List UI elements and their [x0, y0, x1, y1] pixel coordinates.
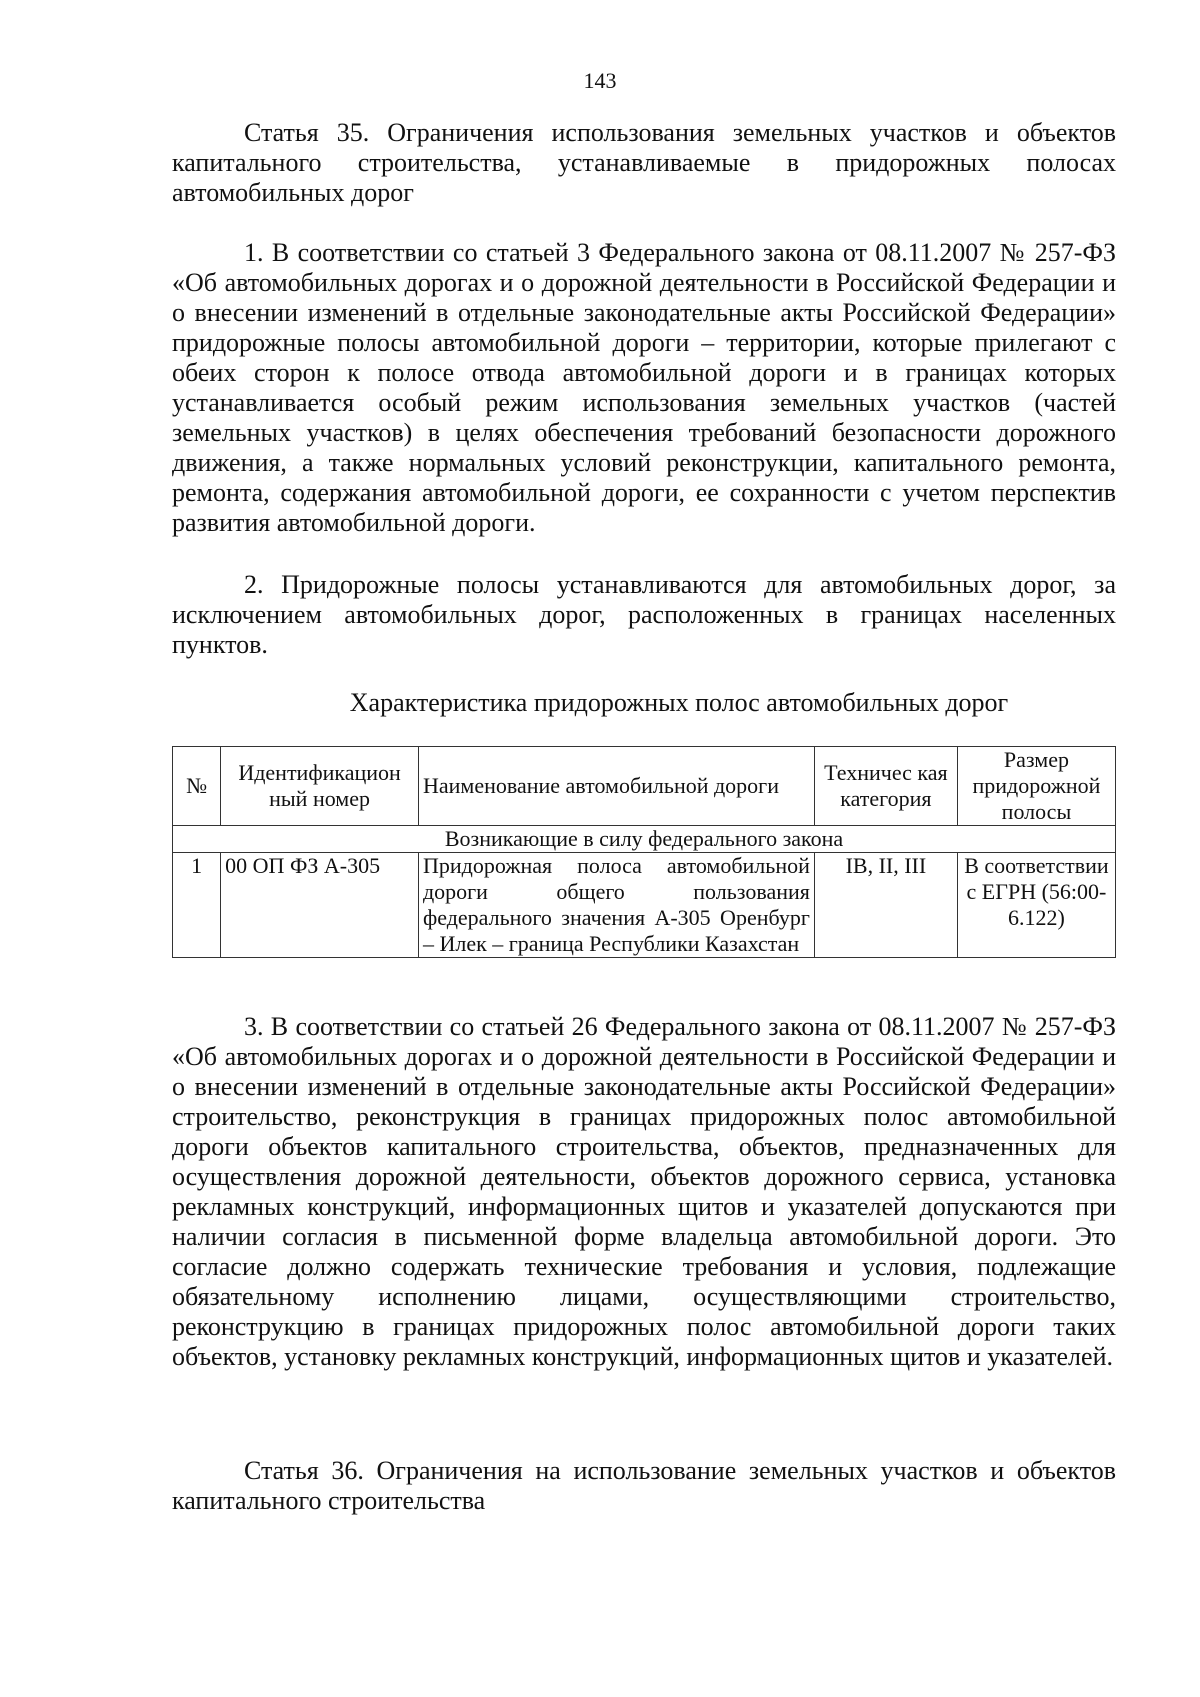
- article-35-heading: Статья 35. Ограничения использования земельных участков и объектов капитального строительства, устанавливаемые в придорожных полосах автомобильных дорог: [172, 118, 1116, 207]
- table-caption: Характеристика придорожных полос автомобильных дорог: [349, 688, 1009, 717]
- table-row: [173, 853, 1116, 958]
- header-strip-size: Размер придорожной полосы: [957, 747, 1115, 826]
- cell-category: IB, II, III: [814, 853, 957, 958]
- article-35-paragraph-1: 1. В соответствии со статьей 3 Федерального закона от 08.11.2007 № 257-ФЗ «Об автомобильных дорогах и о дорожной деятельности в Российской Федерации и о внесении изменений в отдельные законодательные акты Российской Федерации» придорожные полосы автомобильной дороги – территории, которые прилегают с обеих сторон к полосе отвода автомобильной дороги и в границах которых устанавливается особый режим использования земельных участков (частей земельных участков) в целях обеспечения требований безопасности дорожного движения, а также нормальных условий реконструкции, капитального ремонта, ремонта, содержания автомобильной дороги, ее сохранности с учетом перспектив развития автомобильной дороги.: [172, 238, 1116, 537]
- cell-road-name: Придорожная полоса автомобильной дороги общего пользования федерального значения А-305 Оренбург – Илек – граница Республики Казахстан: [418, 853, 814, 958]
- cell-number: 1: [173, 853, 221, 958]
- table-section-row: [173, 826, 1116, 853]
- header-number: №: [173, 747, 221, 826]
- cell-identifier: 00 ОП ФЗ А-305: [221, 853, 419, 958]
- article-35-paragraph-3: 3. В соответствии со статьей 26 Федерального закона от 08.11.2007 № 257-ФЗ «Об автомобильных дорогах и о дорожной деятельности в Российской Федерации и о внесении изменений в отдельные законодательные акты Российской Федерации» строительство, реконструкция в границах придорожных полос автомобильной дороги объектов капитального строительства, объектов, предназначенных для осуществления дорожной деятельности, объектов дорожного сервиса, установка рекламных конструкций, информационных щитов и указателей допускаются при наличии согласия в письменной форме владельца автомобильной дороги. Это согласие должно содержать технические требования и условия, подлежащие обязательному исполнению лицами, осуществляющими строительство, реконструкцию в границах придорожных полос автомобильной дороги таких объектов, установку рекламных конструкций, информационных щитов и указателей.: [172, 1012, 1116, 1371]
- section-label: Возникающие в силу федерального закона: [173, 826, 1116, 853]
- header-category: Техничес кая категория: [814, 747, 957, 826]
- roadside-strips-table: [172, 746, 1116, 958]
- page-number: 143: [583, 68, 617, 93]
- table-header-row: [173, 747, 1116, 826]
- article-36-heading: Статья 36. Ограничения на использование земельных участков и объектов капитального строительства: [172, 1456, 1116, 1515]
- article-35-paragraph-2: 2. Придорожные полосы устанавливаются для автомобильных дорог, за исключением автомобильных дорог, расположенных в границах населенных пунктов.: [172, 570, 1116, 659]
- cell-strip-size: В соответствии с ЕГРН (56:00-6.122): [957, 853, 1115, 958]
- header-road-name: Наименование автомобильной дороги: [418, 747, 814, 826]
- header-identifier: Идентификацион ный номер: [221, 747, 419, 826]
